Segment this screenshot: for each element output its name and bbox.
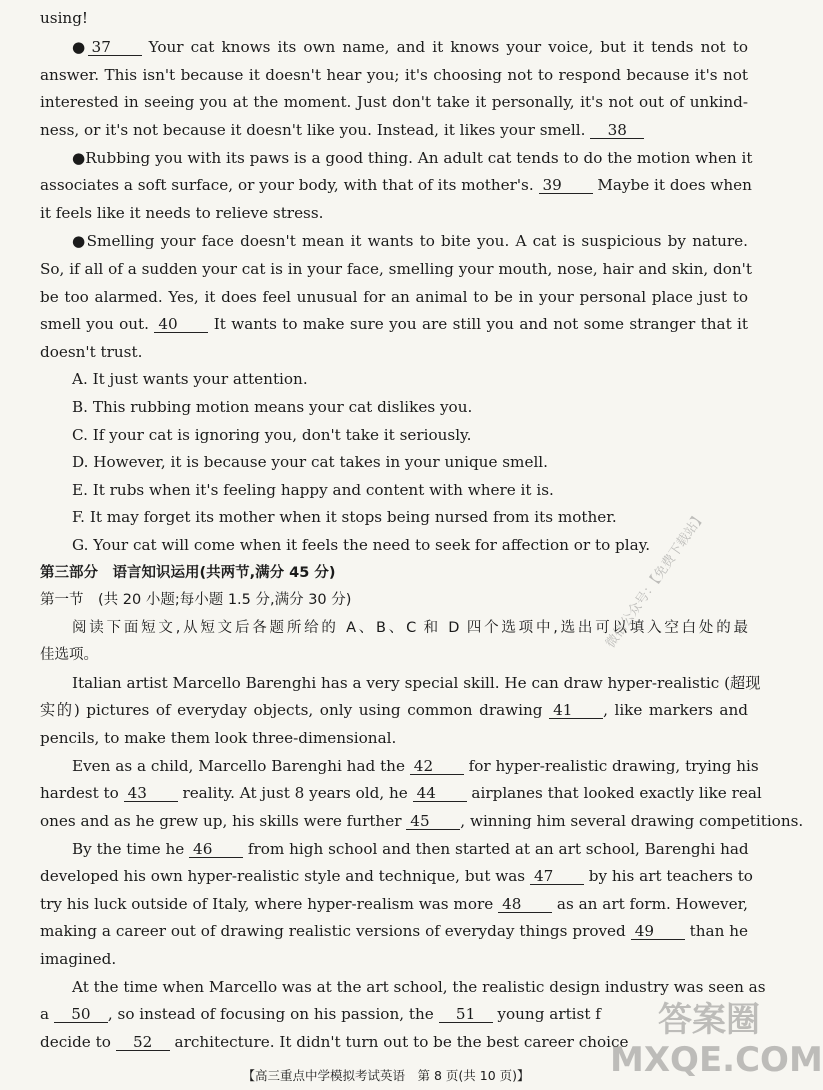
blank-47[interactable]: 47	[530, 868, 584, 885]
text-line: a 50 , so instead of focusing on his passion, the 51 young artist f	[40, 1005, 601, 1023]
text-line: ●Smelling your face doesn't mean it wants to bite you. A cat is suspicious by nature.	[72, 232, 748, 250]
text-line: ones and as he grew up, his skills were further 45 , winning him several drawing competitions.	[40, 812, 804, 830]
option-c: C. If your cat is ignoring you, don't take it seriously.	[72, 426, 472, 444]
option-b: B. This rubbing motion means your cat dislikes you.	[72, 398, 473, 416]
text-line: smell you out. 40 It wants to make sure you are still you and not some stranger that it	[40, 315, 749, 333]
text-line: using!	[40, 9, 89, 27]
option-g: G. Your cat will come when it feels the need to seek for affection or to play.	[72, 536, 651, 554]
text-line: associates a soft surface, or your body, with that of its mother's. 39 Maybe it does when	[40, 176, 752, 194]
text-line: developed his own hyper-realistic style and technique, but was 47 by his art teachers to	[40, 867, 753, 885]
text-line: 实的) pictures of everyday objects, only using common drawing 41 , like markers and	[40, 701, 748, 719]
page-footer: 【高三重点中学模拟考试英语 第 8 页(共 10 页)】	[242, 1068, 530, 1083]
option-d: D. However, it is because your cat takes in your unique smell.	[72, 453, 548, 471]
text-line: hardest to 43 reality. At just 8 years old, he 44 airplanes that looked exactly like real	[40, 784, 762, 802]
blank-51[interactable]: 51	[439, 1006, 493, 1023]
blank-52[interactable]: 52	[116, 1034, 170, 1051]
text-line: interested in seeing you at the moment. Just don't take it personally, it's not out of unkind-	[40, 93, 748, 111]
text-line: decide to 52 architecture. It didn't turn out to be the best career choice	[40, 1033, 629, 1051]
text-line: Italian artist Marcello Barenghi has a very special skill. He can draw hyper-realistic (超现	[72, 674, 761, 692]
text-line: making a career out of drawing realistic versions of everyday things proved 49 than he	[40, 922, 749, 940]
option-a: A. It just wants your attention.	[72, 370, 308, 388]
blank-40[interactable]: 40	[154, 316, 208, 333]
blank-41[interactable]: 41	[549, 702, 603, 719]
blank-48[interactable]: 48	[498, 896, 552, 913]
blank-49[interactable]: 49	[631, 923, 685, 940]
option-f: F. It may forget its mother when it stops being nursed from its mother.	[72, 508, 617, 526]
text-line: imagined.	[40, 950, 117, 968]
text-line: it feels like it needs to relieve stress.	[40, 204, 324, 222]
blank-50[interactable]: 50	[54, 1006, 108, 1023]
text-line: By the time he 46 from high school and then started at an art school, Barenghi had	[72, 840, 749, 858]
text-line: ●Rubbing you with its paws is a good thing. An adult cat tends to do the motion when it	[72, 149, 753, 167]
instructions: 阅读下面短文,从短文后各题所给的 A、B、C 和 D 四个选项中,选出可以填入空白处的最	[72, 620, 748, 636]
blank-37[interactable]: 37	[88, 39, 142, 56]
text-line: answer. This isn't because it doesn't hear you; it's choosing not to respond because it's not	[40, 66, 748, 84]
blank-46[interactable]: 46	[189, 841, 243, 858]
text-line: be too alarmed. Yes, it does feel unusual for an animal to be in your personal place just to	[40, 288, 748, 306]
section-title: 第三部分 语言知识运用(共两节,满分 45 分)	[40, 565, 336, 581]
blank-43[interactable]: 43	[124, 785, 178, 802]
text-line: ● 37 Your cat knows its own name, and it knows your voice, but it tends not to	[72, 38, 748, 56]
text-line: Even as a child, Marcello Barenghi had the 42 for hyper-realistic drawing, trying his	[72, 757, 759, 775]
watermark-text: 微信公众号：【免费下载站】	[603, 509, 709, 651]
watermark-logo: 答案圈 MXQE.COM	[610, 1000, 823, 1080]
blank-45[interactable]: 45	[406, 813, 460, 830]
blank-39[interactable]: 39	[539, 177, 593, 194]
text-line: pencils, to make them look three-dimensional.	[40, 729, 397, 747]
text-line: So, if all of a sudden your cat is in your face, smelling your mouth, nose, hair and skin, don't	[40, 260, 752, 278]
text-line: At the time when Marcello was at the art school, the realistic design industry was seen as	[72, 978, 766, 996]
text-line: doesn't trust.	[40, 343, 143, 361]
text-line: ness, or it's not because it doesn't like you. Instead, it likes your smell. 38	[40, 120, 748, 140]
blank-38[interactable]: 38	[590, 122, 644, 139]
option-e: E. It rubs when it's feeling happy and content with where it is.	[72, 481, 554, 499]
instructions: 佳选项。	[40, 647, 98, 663]
blank-44[interactable]: 44	[413, 785, 467, 802]
blank-42[interactable]: 42	[410, 758, 464, 775]
section-subtitle: 第一节 (共 20 小题;每小题 1.5 分,满分 30 分)	[40, 592, 352, 608]
text-line: try his luck outside of Italy, where hyper-realism was more 48 as an art form. However,	[40, 895, 748, 913]
